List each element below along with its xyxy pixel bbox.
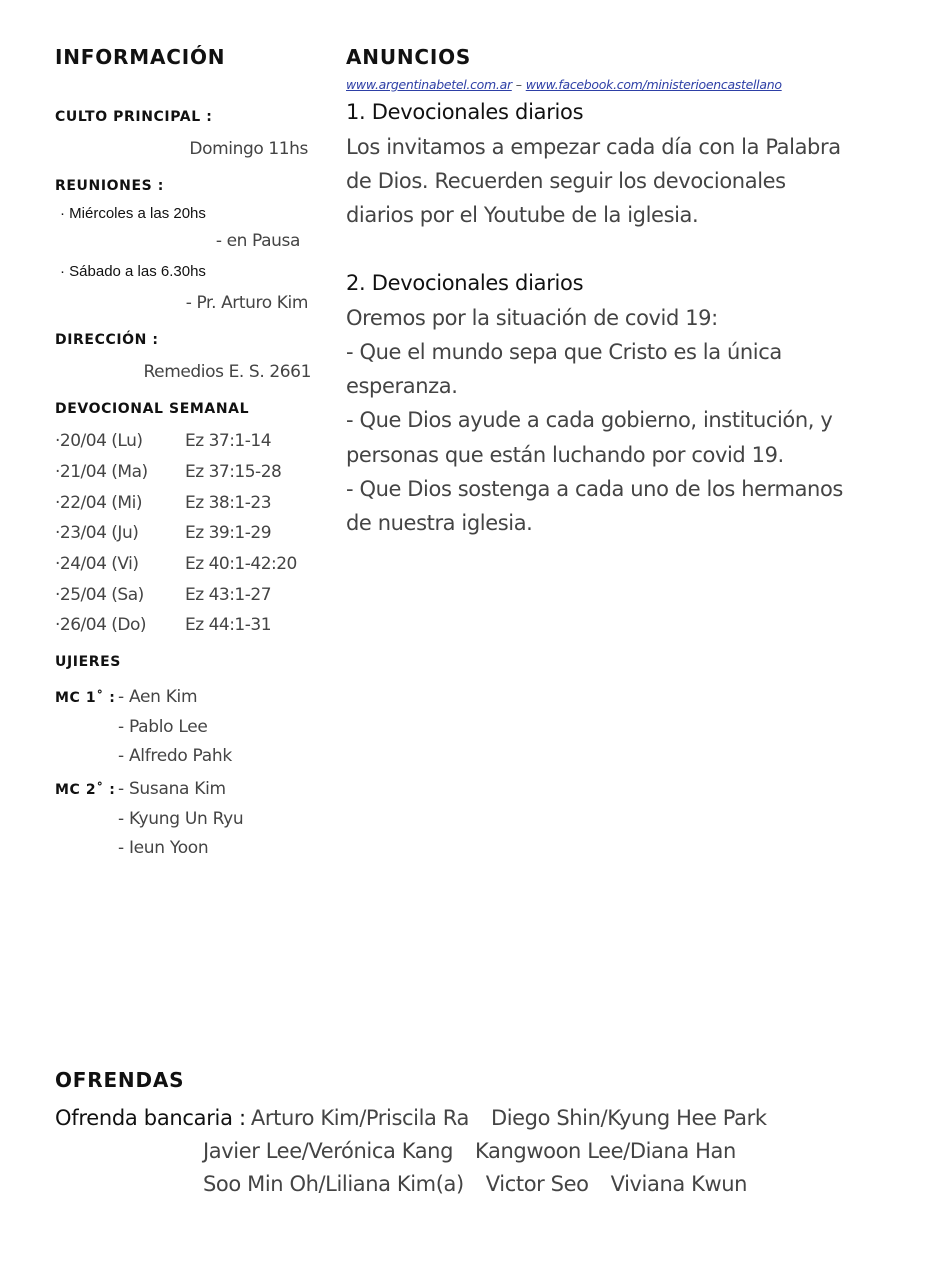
announcement-2-line: - Que Dios ayude a cada gobierno, institución, y [346, 408, 833, 432]
donor-name: Victor Seo [485, 1172, 589, 1196]
donor-name: Arturo Kim/Priscila Ra [250, 1106, 469, 1130]
reunion-1-note: - en Pausa [215, 231, 300, 251]
announcement-1-title: 1. Devocionales diarios [346, 100, 584, 124]
devocional-ref: Ez 38:1-23 [185, 493, 272, 513]
reunion-2-note: - Pr. Arturo Kim [185, 293, 308, 313]
culto-value: Domingo 11hs [189, 139, 308, 159]
devocional-ref: Ez 37:1-14 [185, 431, 272, 451]
ofrenda-label: Ofrenda bancaria : [55, 1106, 246, 1130]
ujieres-label: UJIERES [55, 654, 121, 670]
direccion-label: DIRECCIÓN : [55, 332, 159, 348]
announcement-1-line: diarios por el Youtube de la iglesia. [346, 203, 699, 227]
announcement-2-line: esperanza. [346, 374, 458, 398]
devocional-date: ·21/04 (Ma) [55, 462, 148, 482]
ujier-name: - Ieun Yoon [118, 838, 209, 858]
devocional-ref: Ez 44:1-31 [185, 615, 272, 635]
anuncios-heading: ANUNCIOS [346, 45, 472, 69]
announcement-2-line: - Que Dios sostenga a cada uno de los hermanos [346, 477, 843, 501]
donor-name: Javier Lee/Verónica Kang [203, 1139, 454, 1163]
devocional-label: DEVOCIONAL SEMANAL [55, 401, 250, 417]
donor-name: Soo Min Oh/Liliana Kim(a) [203, 1172, 464, 1196]
link-separator: – [515, 77, 522, 92]
info-heading: INFORMACIÓN [55, 45, 226, 69]
donor-name: Diego Shin/Kyung Hee Park [490, 1106, 767, 1130]
ofrendas-row-2 [203, 1139, 736, 1163]
website-link[interactable]: www.argentinabetel.com.ar [346, 77, 512, 92]
announcement-1-line: de Dios. Recuerden seguir los devocionales [346, 169, 786, 193]
devocional-date: ·25/04 (Sa) [55, 585, 144, 605]
devocional-ref: Ez 39:1-29 [185, 523, 272, 543]
devocional-ref: Ez 37:15-28 [185, 462, 282, 482]
reuniones-label: REUNIONES : [55, 178, 164, 194]
culto-label: CULTO PRINCIPAL : [55, 109, 213, 125]
announcement-2-line: Oremos por la situación de covid 19: [346, 306, 718, 330]
ofrendas-heading: OFRENDAS [55, 1068, 185, 1092]
ujier-name: - Susana Kim [118, 779, 226, 799]
links-line [346, 77, 782, 92]
facebook-link[interactable]: www.facebook.com/ministerioencastellano [525, 77, 782, 92]
donor-name: Kangwoon Lee/Diana Han [475, 1139, 736, 1163]
ujier-name: - Alfredo Pahk [118, 746, 232, 766]
announcement-2-line: - Que el mundo sepa que Cristo es la única [346, 340, 782, 364]
direccion-value: Remedios E. S. 2661 [143, 362, 311, 382]
reunion-1: · Miércoles a las 20hs [60, 205, 206, 222]
donor-name: Viviana Kwun [610, 1172, 748, 1196]
announcement-2-line: de nuestra iglesia. [346, 511, 533, 535]
reunion-2: · Sábado a las 6.30hs [60, 263, 206, 280]
devocional-date: ·23/04 (Ju) [55, 523, 139, 543]
devocional-date: ·26/04 (Do) [55, 615, 147, 635]
devocional-date: ·20/04 (Lu) [55, 431, 143, 451]
ofrendas-row-3 [203, 1172, 747, 1196]
ujier-name: - Pablo Lee [118, 717, 208, 737]
devocional-ref: Ez 40:1-42:20 [185, 554, 297, 574]
announcement-1-line: Los invitamos a empezar cada día con la Palabra [346, 135, 841, 159]
devocional-ref: Ez 43:1-27 [185, 585, 272, 605]
ujier-name: - Kyung Un Ryu [118, 809, 244, 829]
announcement-2-line: personas que están luchando por covid 19. [346, 443, 784, 467]
devocional-date: ·22/04 (Mi) [55, 493, 142, 513]
devocional-date: ·24/04 (Vi) [55, 554, 139, 574]
mc2-label: MC 2˚ : [55, 782, 116, 798]
ujier-name: - Aen Kim [118, 687, 198, 707]
announcement-2-title: 2. Devocionales diarios [346, 271, 584, 295]
mc1-label: MC 1˚ : [55, 690, 116, 706]
ofrendas-row-1 [55, 1106, 767, 1130]
